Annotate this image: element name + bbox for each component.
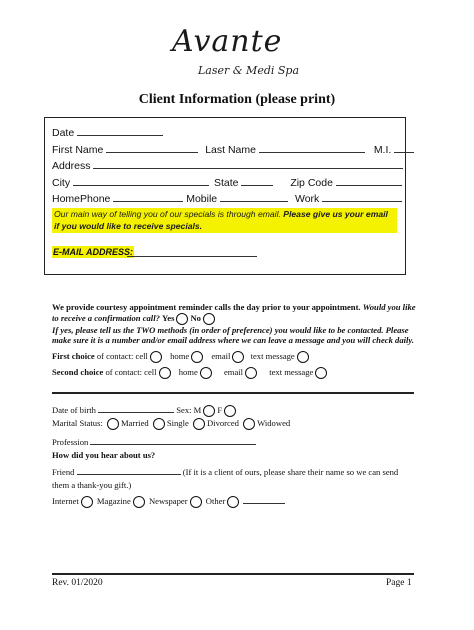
mobile-label: Mobile [186, 193, 218, 205]
zip-field[interactable] [336, 176, 402, 186]
no-label: No [190, 312, 201, 323]
female-label: F [217, 405, 223, 415]
date-row [52, 126, 163, 139]
email-specials-notice [52, 208, 397, 233]
other-radio[interactable] [227, 496, 239, 508]
state-field[interactable] [241, 176, 273, 186]
thank-you-note: them a thank-you gift.) [52, 480, 132, 490]
email-address-label: E-MAIL ADDRESS: [53, 247, 134, 257]
last-name-label: Last Name [205, 144, 256, 156]
second-cell-label: cell [144, 367, 157, 377]
profession-row [52, 435, 256, 447]
dob-field[interactable] [98, 403, 174, 413]
first-text-label: text message [250, 351, 295, 361]
logo-brand: Avante [172, 24, 283, 59]
dob-label: Date of birth [52, 405, 96, 415]
marital-row [52, 418, 290, 430]
email-address-field[interactable] [127, 247, 257, 257]
married-radio[interactable] [107, 418, 119, 430]
city-row [52, 176, 402, 189]
second-choice-of-contact: of contact: [103, 367, 145, 377]
last-name-field[interactable] [259, 143, 365, 153]
reminder-text: We provide courtesy appointment reminder calls the day prior to your appointment. [52, 302, 363, 312]
section-divider [52, 392, 414, 394]
first-email-label: email [211, 351, 231, 361]
sex-label: Sex: M [176, 405, 202, 415]
address-label: Address [52, 160, 91, 172]
first-cell-radio[interactable] [150, 351, 162, 363]
name-row [52, 143, 414, 156]
yes-label: Yes [162, 312, 175, 323]
reminder-paragraph [52, 302, 422, 346]
footer-divider [52, 573, 414, 575]
first-cell-label: cell [135, 351, 148, 361]
contact-instructions: If yes, please tell us the TWO methods (in order of preference) you would like to be contacted. Please make sure it is a number and/or email address where we can leave a message and you will check daily. [52, 324, 415, 346]
first-choice-of-contact: of contact: [94, 351, 136, 361]
married-label: Married [121, 418, 149, 428]
work-label: Work [295, 193, 320, 205]
no-radio[interactable] [203, 313, 215, 325]
state-label: State [213, 177, 239, 189]
friend-label: Friend [52, 467, 75, 477]
sex-male-radio[interactable] [203, 405, 215, 417]
sex-female-radio[interactable] [224, 405, 236, 417]
avante-logo [150, 24, 330, 84]
newspaper-radio[interactable] [190, 496, 202, 508]
mobile-field[interactable] [220, 192, 288, 202]
address-field[interactable] [93, 159, 403, 169]
divorced-radio[interactable] [193, 418, 205, 430]
email-notice-plain: Our main way of telling you of our specials is through email. [54, 209, 284, 219]
second-text-label: text message [269, 367, 314, 377]
first-choice-label: First choice [52, 351, 95, 361]
email-notice-bold: Please give us your email if you would like to receive specials. [54, 209, 388, 231]
widowed-radio[interactable] [243, 418, 255, 430]
second-email-label: email [223, 367, 244, 377]
magazine-radio[interactable] [133, 496, 145, 508]
phone-row [52, 192, 402, 205]
dob-row [52, 403, 238, 417]
second-home-radio[interactable] [200, 367, 212, 379]
revision-label: Rev. 01/2020 [52, 578, 103, 588]
yes-radio[interactable] [176, 313, 188, 325]
widowed-label: Widowed [257, 418, 291, 428]
work-field[interactable] [322, 192, 402, 202]
home-phone-field[interactable] [113, 192, 183, 202]
second-cell-radio[interactable] [159, 367, 171, 379]
home-phone-label: HomePhone [52, 193, 111, 205]
city-label: City [52, 177, 71, 189]
divorced-label: Divorced [206, 418, 239, 428]
first-home-label: home [170, 351, 190, 361]
magazine-label: Magazine [96, 496, 131, 506]
first-email-radio[interactable] [232, 351, 244, 363]
second-home-label: home [178, 367, 198, 377]
first-home-radio[interactable] [191, 351, 203, 363]
second-email-radio[interactable] [245, 367, 257, 379]
mi-label: M.I. [373, 144, 392, 156]
single-label: Single [166, 418, 189, 428]
mi-field[interactable] [394, 143, 414, 153]
profession-label: Profession [52, 437, 89, 447]
internet-label: Internet [52, 496, 79, 506]
city-field[interactable] [73, 176, 209, 186]
friend-field[interactable] [77, 465, 181, 475]
second-choice-label: Second choice [52, 367, 104, 377]
first-text-radio[interactable] [297, 351, 309, 363]
date-field[interactable] [77, 126, 163, 136]
friend-note: (If it is a client of ours, please share their name so we can send [182, 467, 399, 477]
logo-tagline: Laser & Medi Spa [198, 64, 300, 77]
page-title: Client Information (please print) [138, 92, 336, 107]
hear-about-heading: How did you hear about us? [52, 450, 156, 460]
other-label: Other [205, 496, 226, 506]
marital-label: Marital Status: [52, 418, 103, 428]
confirmation-question: Would you like to receive a confirmation call? [52, 302, 416, 323]
address-row [52, 159, 403, 172]
first-choice-row [52, 351, 311, 363]
internet-radio[interactable] [81, 496, 93, 508]
page-number: Page 1 [386, 578, 412, 588]
newspaper-label: Newspaper [148, 496, 188, 506]
zip-label: Zip Code [290, 177, 333, 189]
friend-row [52, 465, 398, 477]
other-field[interactable] [243, 494, 285, 504]
first-name-label: First Name [52, 144, 104, 156]
second-text-radio[interactable] [315, 367, 327, 379]
client-info-box [44, 117, 406, 275]
single-radio[interactable] [153, 418, 165, 430]
second-choice-row [52, 367, 329, 379]
date-label: Date [52, 127, 75, 139]
first-name-field[interactable] [106, 143, 198, 153]
referral-source-row [52, 494, 285, 508]
profession-field[interactable] [90, 435, 256, 445]
